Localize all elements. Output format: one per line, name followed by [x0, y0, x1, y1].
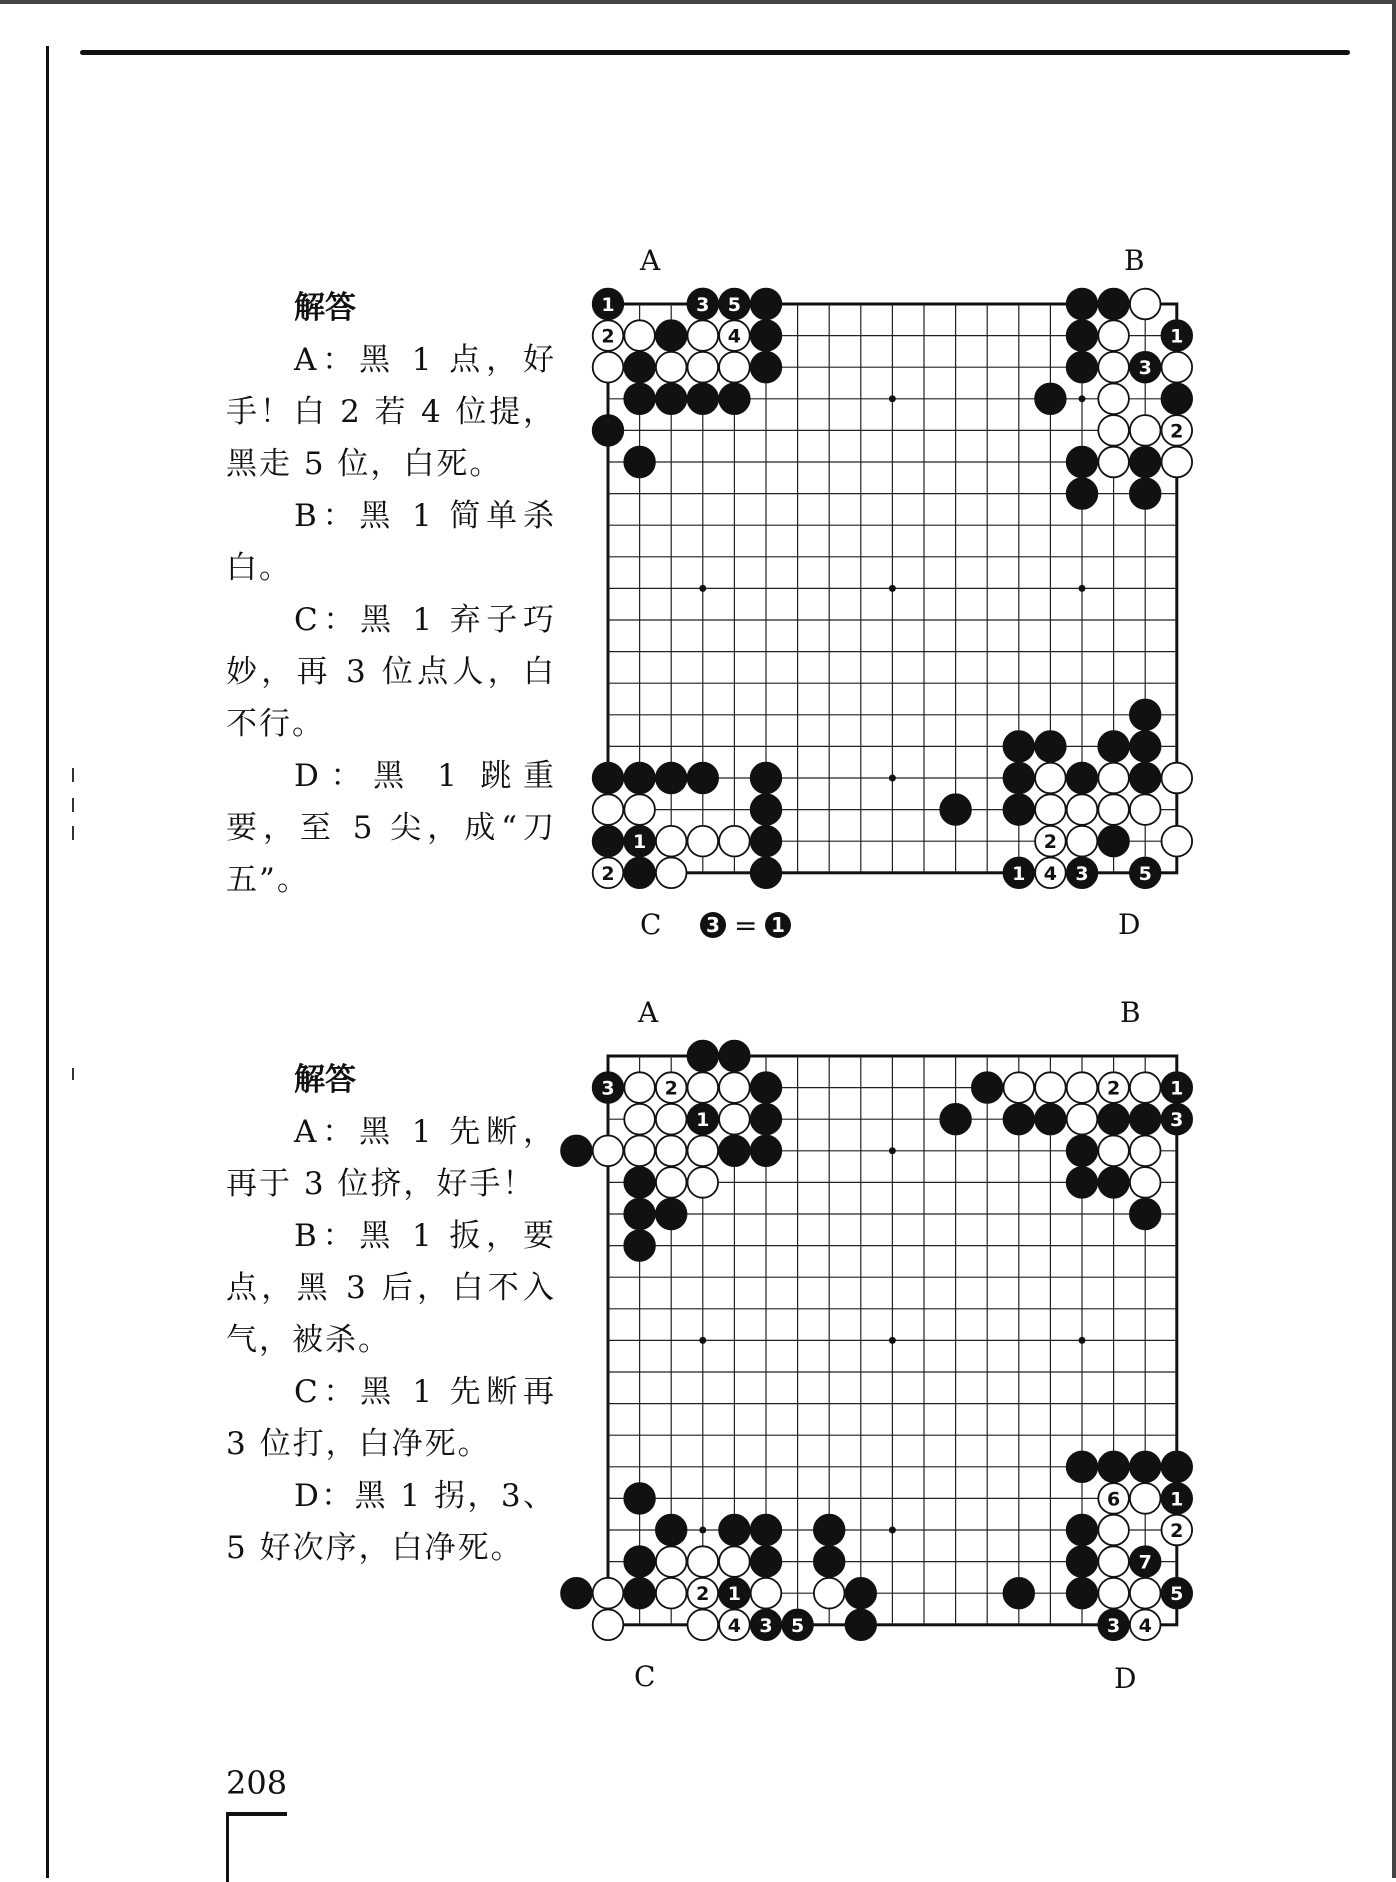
black-stone	[593, 289, 624, 320]
black-stone	[1067, 1546, 1098, 1577]
black-stone	[1162, 1072, 1193, 1103]
black-stone	[656, 763, 687, 794]
stone-number: 4	[727, 1614, 742, 1637]
stone-number: 1	[1170, 1488, 1184, 1511]
white-stone	[593, 1578, 624, 1609]
white-stone	[688, 826, 719, 857]
black-stone	[1130, 700, 1161, 731]
black-stone	[719, 384, 750, 415]
white-stone	[1130, 1578, 1161, 1609]
black-stone	[1130, 447, 1161, 478]
black-stone	[1098, 289, 1129, 320]
stone-number: 1	[1012, 862, 1026, 885]
scan-mark	[72, 798, 74, 812]
white-stone	[719, 1610, 750, 1641]
black-stone	[719, 1041, 750, 1072]
black-stone	[688, 289, 719, 320]
corner-label-a: A	[638, 996, 659, 1029]
white-stone	[1098, 1578, 1129, 1609]
black-stone	[624, 1230, 655, 1261]
black-stone	[751, 352, 782, 383]
star-point	[889, 1337, 896, 1344]
white-stone	[656, 1167, 687, 1198]
stone-number: 5	[1138, 862, 1152, 885]
white-stone	[719, 1072, 750, 1103]
scan-frame-right	[1392, 0, 1396, 1878]
white-stone	[688, 1610, 719, 1641]
answer-heading: 解答	[294, 1062, 356, 1098]
black-stone	[1130, 1199, 1161, 1230]
black-stone	[846, 1578, 877, 1609]
white-stone	[593, 858, 624, 889]
corner-label-d: D	[1114, 1662, 1137, 1695]
black-stone	[1067, 763, 1098, 794]
black-stone	[1098, 826, 1129, 857]
black-stone	[1130, 352, 1161, 383]
black-stone	[1162, 1104, 1193, 1135]
stone-number: 1	[601, 294, 615, 316]
black-stone	[1004, 731, 1035, 762]
black-stone	[1035, 731, 1066, 762]
black-stone	[782, 1610, 813, 1641]
white-stone	[656, 858, 687, 889]
white-stone	[656, 1578, 687, 1609]
scan-mark	[72, 1068, 74, 1080]
white-stone	[1098, 1483, 1129, 1514]
white-stone	[1130, 794, 1161, 825]
corner-label-b: B	[1124, 244, 1145, 277]
white-stone	[1098, 794, 1129, 825]
stone-number: 3	[1075, 862, 1089, 885]
star-point	[889, 775, 896, 782]
white-stone	[1098, 352, 1129, 383]
white-stone	[1098, 384, 1129, 415]
white-stone	[1098, 1515, 1129, 1546]
white-stone	[656, 1072, 687, 1103]
black-stone	[1067, 1452, 1098, 1483]
white-stone	[688, 1167, 719, 1198]
scan-frame-top	[0, 0, 1396, 4]
black-stone	[1162, 1452, 1193, 1483]
star-point	[889, 1527, 896, 1534]
black-stone	[624, 826, 655, 857]
star-point	[1079, 585, 1086, 592]
white-stone	[624, 320, 655, 351]
black-stone	[624, 1167, 655, 1198]
black-stone	[1067, 289, 1098, 320]
black-stone	[1130, 478, 1161, 509]
star-point	[889, 585, 896, 592]
white-stone	[1098, 1136, 1129, 1167]
black-stone	[1130, 763, 1161, 794]
black-stone	[593, 763, 624, 794]
black-stone	[1067, 858, 1098, 889]
black-stone	[624, 1578, 655, 1609]
stone-number: 1	[727, 1583, 742, 1606]
white-stone	[1130, 1483, 1161, 1514]
black-stone	[624, 1483, 655, 1514]
white-stone	[1130, 1610, 1161, 1641]
star-point	[699, 585, 706, 592]
stone-number: 2	[1170, 1520, 1184, 1542]
black-stone	[1067, 1515, 1098, 1546]
black-stone	[656, 384, 687, 415]
stone-number: 5	[790, 1614, 805, 1637]
black-stone	[719, 1515, 750, 1546]
white-stone	[1162, 826, 1193, 857]
stone-number: 1	[696, 1109, 710, 1132]
white-stone	[1035, 858, 1066, 889]
white-stone	[593, 1136, 624, 1167]
stone-number: 7	[1138, 1551, 1152, 1574]
stone-number: 6	[1106, 1488, 1121, 1511]
black-stone	[719, 1136, 750, 1167]
answer-paragraph-b: B：黑 1 扳，要点，黑 3 后，白不入气，被杀。	[226, 1218, 556, 1358]
stone-number: 2	[696, 1583, 710, 1606]
black-stone	[1004, 794, 1035, 825]
black-stone	[751, 1610, 782, 1641]
answer-paragraph-d: D：黑 1 跳重要，至 5 尖，成“刀五”。	[226, 758, 556, 898]
black-stone	[561, 1578, 592, 1609]
stone-number: 2	[1043, 831, 1058, 854]
answer-paragraph-c: C：黑 1 先断再 3 位打，白净死。	[226, 1374, 556, 1462]
white-stone	[688, 1072, 719, 1103]
black-stone-icon	[698, 910, 728, 940]
black-stone	[751, 1104, 782, 1135]
white-stone	[1130, 1136, 1161, 1167]
black-stone	[688, 1104, 719, 1135]
corner-crop-mark	[226, 1812, 287, 1882]
white-stone	[1098, 1072, 1129, 1103]
black-stone	[1098, 1104, 1129, 1135]
answer-heading: 解答	[294, 290, 356, 326]
star-point	[889, 1147, 896, 1154]
black-stone	[688, 384, 719, 415]
board-grid	[601, 294, 1184, 885]
white-stone	[719, 1546, 750, 1577]
black-stone	[814, 1515, 845, 1546]
stone-number: 2	[601, 325, 615, 348]
stone-number: 4	[1138, 1614, 1152, 1637]
white-stone	[1004, 1072, 1035, 1103]
black-stone	[1098, 1610, 1129, 1641]
white-stone	[624, 1072, 655, 1103]
stone-number: 1	[632, 831, 647, 854]
black-stone	[1130, 1104, 1161, 1135]
black-stone	[1035, 384, 1066, 415]
black-stone	[751, 1546, 782, 1577]
white-stone	[719, 1104, 750, 1135]
corner-label-c: C	[634, 1660, 656, 1693]
black-stone	[751, 289, 782, 320]
equiv-left-number: 3	[706, 913, 720, 937]
white-stone	[1162, 447, 1193, 478]
black-stone	[1067, 352, 1098, 383]
white-stone	[1130, 289, 1161, 320]
star-point	[889, 395, 896, 402]
white-stone	[1098, 1546, 1129, 1577]
white-stone	[719, 826, 750, 857]
white-stone	[1035, 1072, 1066, 1103]
black-stone	[940, 1104, 971, 1135]
white-stone	[814, 1578, 845, 1609]
stone-number: 5	[727, 294, 742, 316]
black-stone	[656, 1515, 687, 1546]
white-stone	[1098, 447, 1129, 478]
white-stone	[624, 794, 655, 825]
black-stone	[751, 858, 782, 889]
white-stone	[1098, 763, 1129, 794]
black-stone	[1004, 1578, 1035, 1609]
white-stone	[1130, 415, 1161, 446]
black-stone	[719, 289, 750, 320]
black-stone	[593, 826, 624, 857]
star-point	[1079, 1337, 1086, 1344]
black-stone	[624, 384, 655, 415]
stone-number: 2	[1170, 420, 1184, 443]
answer-section-1	[226, 282, 556, 906]
black-stone	[751, 1515, 782, 1546]
corner-label-a: A	[640, 244, 661, 277]
black-stone	[1067, 320, 1098, 351]
stone-number: 3	[1170, 1109, 1184, 1132]
answer-paragraph-a: A：黑 1 先断，再于 3 位挤，好手！	[226, 1114, 556, 1202]
black-stone	[656, 320, 687, 351]
page-number: 208	[226, 1764, 288, 1802]
star-point	[1079, 395, 1086, 402]
white-stone	[688, 320, 719, 351]
white-stone	[1035, 794, 1066, 825]
stone-number: 5	[1170, 1583, 1184, 1606]
black-stone	[593, 415, 624, 446]
black-stone	[624, 763, 655, 794]
answer-paragraph-b: B：黑 1 简单杀白。	[226, 498, 556, 586]
black-stone	[1004, 1104, 1035, 1135]
white-stone	[688, 1578, 719, 1609]
black-stone	[1130, 731, 1161, 762]
black-stone	[1098, 731, 1129, 762]
stone-number: 3	[1106, 1614, 1121, 1637]
white-stone	[1162, 763, 1193, 794]
answer-paragraph-c: C：黑 1 弃子巧妙，再 3 位点人，白不行。	[226, 602, 556, 742]
stone-number: 3	[1138, 357, 1152, 380]
black-stone	[1162, 320, 1193, 351]
stone-number: 4	[1043, 862, 1058, 885]
black-stone	[814, 1546, 845, 1577]
black-stone	[624, 447, 655, 478]
black-stone	[846, 1610, 877, 1641]
white-stone	[719, 320, 750, 351]
black-stone	[751, 826, 782, 857]
star-point	[699, 1337, 706, 1344]
black-stone	[1098, 1452, 1129, 1483]
stone-number: 2	[664, 1077, 678, 1100]
white-stone	[656, 826, 687, 857]
white-stone	[1162, 415, 1193, 446]
black-stone	[624, 352, 655, 383]
white-stone	[1162, 1515, 1193, 1546]
white-stone	[1035, 763, 1066, 794]
black-stone	[940, 794, 971, 825]
black-stone	[624, 858, 655, 889]
black-stone	[624, 1199, 655, 1230]
white-stone	[1067, 794, 1098, 825]
scan-mark	[72, 826, 74, 840]
white-stone	[719, 352, 750, 383]
black-stone	[751, 794, 782, 825]
black-stone	[1067, 1167, 1098, 1198]
black-stone	[1067, 1136, 1098, 1167]
black-stone	[751, 1136, 782, 1167]
black-stone	[1098, 1167, 1129, 1198]
black-stone	[656, 1199, 687, 1230]
white-stone	[688, 352, 719, 383]
white-stone	[593, 1610, 624, 1641]
black-stone	[624, 1546, 655, 1577]
corner-label-c: C	[640, 908, 662, 941]
black-stone	[1067, 447, 1098, 478]
white-stone	[593, 352, 624, 383]
header-rule	[80, 50, 1350, 55]
white-stone	[1035, 826, 1066, 857]
black-stone	[1162, 1483, 1193, 1514]
answer-paragraph-a: A：黑 1 点，好手！白 2 若 4 位提，黑走 5 位，白死。	[226, 342, 556, 482]
equiv-right-number: 1	[771, 913, 786, 937]
white-stone	[593, 320, 624, 351]
black-stone	[1162, 384, 1193, 415]
black-stone	[1162, 1578, 1193, 1609]
black-stone	[688, 1041, 719, 1072]
corner-label-b: B	[1120, 996, 1141, 1029]
white-stone	[656, 1136, 687, 1167]
answer-paragraph-d: D：黑 1 拐，3、5 好次序，白净死。	[226, 1478, 556, 1566]
scan-mark	[72, 768, 74, 782]
white-stone	[1130, 1072, 1161, 1103]
stone-number: 1	[1170, 1077, 1184, 1100]
black-stone	[561, 1136, 592, 1167]
black-stone	[751, 1072, 782, 1103]
black-stone	[1004, 763, 1035, 794]
stone-number: 3	[601, 1077, 615, 1100]
stone-number: 3	[759, 1614, 773, 1637]
black-stone	[593, 1072, 624, 1103]
stone-number: 2	[1106, 1077, 1121, 1100]
black-stone	[1067, 1578, 1098, 1609]
equals-sign: =	[734, 908, 758, 942]
white-stone	[688, 1546, 719, 1577]
white-stone	[1067, 826, 1098, 857]
white-stone	[624, 1136, 655, 1167]
white-stone	[1130, 1167, 1161, 1198]
black-stone	[719, 1578, 750, 1609]
black-stone	[1130, 1452, 1161, 1483]
white-stone	[656, 352, 687, 383]
white-stone	[624, 1104, 655, 1135]
black-stone	[751, 320, 782, 351]
white-stone	[1162, 352, 1193, 383]
stone-equivalence-note	[698, 910, 793, 940]
black-stone	[688, 763, 719, 794]
white-stone	[1067, 1072, 1098, 1103]
white-stone	[656, 1104, 687, 1135]
black-stone	[1004, 858, 1035, 889]
black-stone-icon	[763, 910, 793, 940]
stone-number: 1	[1170, 325, 1184, 348]
corner-label-d: D	[1118, 908, 1141, 941]
white-stone	[688, 1136, 719, 1167]
stone-number: 4	[727, 325, 742, 348]
answer-section-2	[226, 1054, 556, 1574]
white-stone	[751, 1578, 782, 1609]
black-stone	[1067, 478, 1098, 509]
black-stone	[751, 763, 782, 794]
black-stone	[1035, 1104, 1066, 1135]
white-stone	[656, 1546, 687, 1577]
stone-number: 2	[601, 862, 615, 885]
board-grid	[601, 1056, 1184, 1637]
stone-number: 3	[696, 294, 710, 316]
black-stone	[1130, 858, 1161, 889]
black-stone	[1130, 1546, 1161, 1577]
white-stone	[1098, 415, 1129, 446]
white-stone	[1098, 320, 1129, 351]
white-stone	[593, 794, 624, 825]
margin-rule	[46, 46, 49, 1878]
star-point	[699, 1527, 706, 1534]
white-stone	[1067, 1104, 1098, 1135]
black-stone	[972, 1072, 1003, 1103]
